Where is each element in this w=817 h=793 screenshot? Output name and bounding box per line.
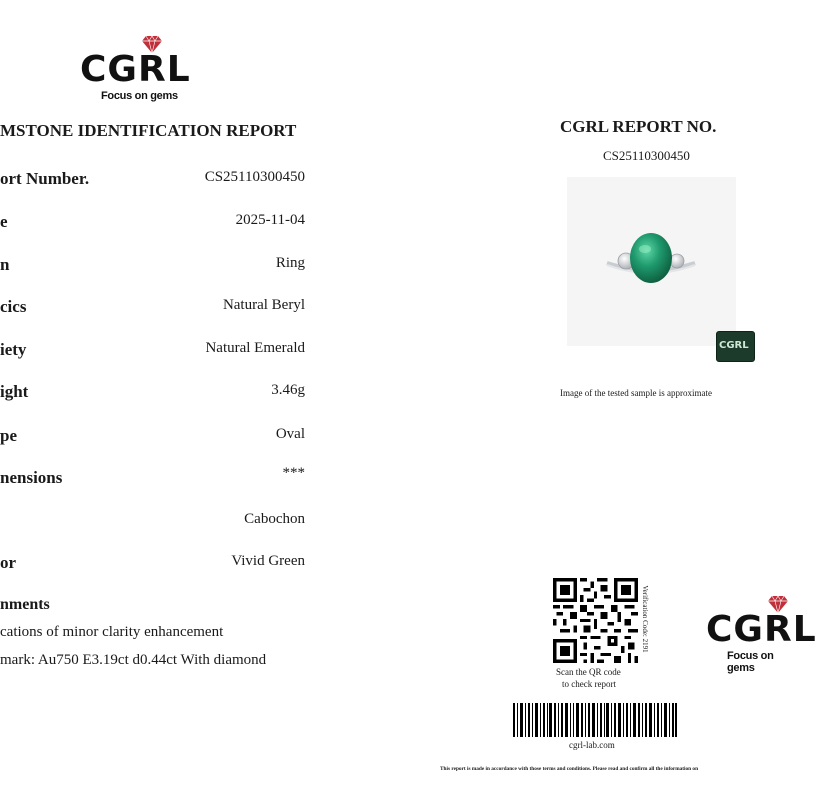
field-value-item: Ring bbox=[275, 255, 305, 271]
brand-tagline: Focus on gems bbox=[727, 650, 774, 674]
brand-name: CGRL bbox=[706, 609, 817, 650]
badge-text: CGRL bbox=[719, 340, 749, 351]
field-label-date: e bbox=[0, 212, 8, 231]
emerald-ring-image bbox=[567, 177, 736, 346]
report-fields bbox=[0, 0, 310, 600]
report-title: MSTONE IDENTIFICATION REPORT bbox=[0, 121, 297, 140]
brand-logo-bottom bbox=[706, 596, 817, 674]
field-label-shape: pe bbox=[0, 426, 17, 445]
field-label-item: n bbox=[0, 255, 10, 274]
comments-label: nments bbox=[0, 596, 50, 613]
field-label-species: cics bbox=[0, 297, 27, 316]
field-label-report-number: ort Number. bbox=[0, 169, 90, 188]
certification-badge bbox=[716, 331, 755, 362]
qr-code[interactable] bbox=[553, 578, 638, 663]
field-label-weight: ight bbox=[0, 382, 29, 401]
qr-caption-line-2: to check report bbox=[562, 679, 616, 689]
footer-note: This report is made in accordance with those terms and conditions. Please read and confirm all the information on bbox=[440, 766, 699, 772]
field-value-color: Vivid Green bbox=[231, 553, 305, 569]
qr-caption-line-1: Scan the QR code bbox=[556, 667, 621, 677]
verification-code: Verification Code: 2191 bbox=[641, 585, 649, 653]
report-no-value: CS25110300450 bbox=[603, 148, 690, 163]
field-label-variety: iety bbox=[0, 340, 27, 359]
field-value-weight: 3.46g bbox=[271, 382, 305, 398]
field-value-shape: Oval bbox=[275, 426, 305, 442]
report-no-label: CGRL REPORT NO. bbox=[560, 117, 717, 136]
comment-line-2: mark: Au750 E3.19ct d0.44ct With diamond bbox=[0, 652, 267, 668]
comment-line-1: cations of minor clarity enhancement bbox=[0, 624, 224, 640]
field-value-report-number: CS25110300450 bbox=[204, 169, 305, 185]
brand-tagline: Focus on gems bbox=[101, 90, 178, 102]
field-value-cut: Cabochon bbox=[244, 511, 305, 527]
field-value-variety: Natural Emerald bbox=[205, 340, 305, 356]
sample-image bbox=[567, 177, 736, 346]
website-link[interactable]: cgrl-lab.com bbox=[569, 740, 615, 750]
field-value-date: 2025-11-04 bbox=[235, 212, 305, 228]
image-caption: Image of the tested sample is approximate bbox=[560, 388, 712, 398]
brand-name: CGRL bbox=[80, 49, 191, 90]
field-label-color: or bbox=[0, 553, 17, 572]
field-value-dimensions: *** bbox=[282, 465, 305, 481]
field-value-species: Natural Beryl bbox=[222, 297, 305, 313]
barcode bbox=[513, 703, 677, 737]
field-label-dimensions: nensions bbox=[0, 468, 63, 487]
